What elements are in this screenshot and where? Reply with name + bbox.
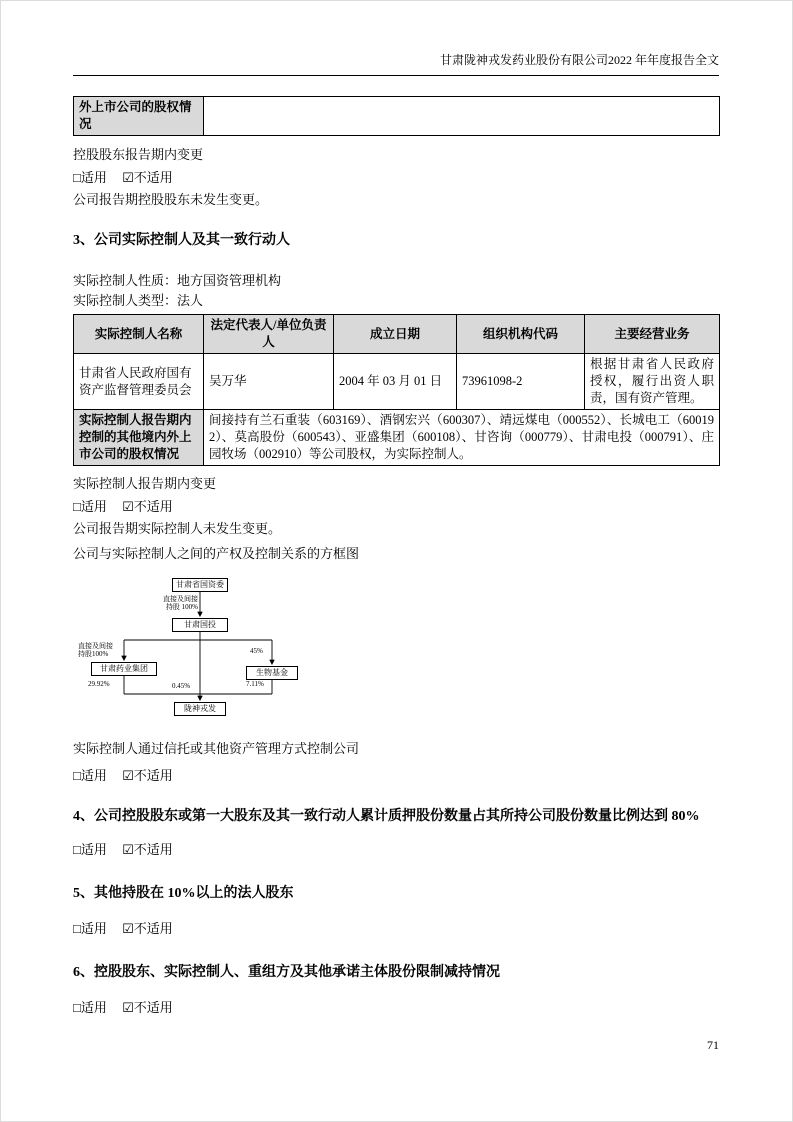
apply-checkbox: □适用 xyxy=(73,768,107,783)
continued-equity-table xyxy=(73,96,720,136)
section4-heading: 4、公司控股股东或第一大股东及其一致行动人累计质押股份数量占其所持公司股份数量比例达到 80% xyxy=(73,809,700,824)
table-row xyxy=(74,97,720,136)
header-cell-main-business: 主要经营业务 xyxy=(585,315,720,354)
applicability-line xyxy=(73,767,719,784)
report-title: 甘肃陇神戎发药业股份有限公司2022 年年度报告全文 xyxy=(439,53,719,67)
diagram-label-left-link xyxy=(78,642,122,658)
diagram-label-right-link: 45% xyxy=(250,647,263,655)
diagram-label-left-link-line1: 直接及间接 xyxy=(78,642,113,650)
controlling-shareholder-change-title: 控股股东报告期内变更 xyxy=(73,147,204,162)
diagram-box-gansu-guotou: 甘肃国投 xyxy=(172,618,228,632)
not-apply-checkbox: ☑不适用 xyxy=(122,1000,173,1015)
controller-type-line: 实际控制人类型：法人 xyxy=(73,293,204,308)
header-cell-org-code: 组织机构代码 xyxy=(457,315,585,354)
diagram-label-left-link-line2: 持股100% xyxy=(78,650,109,658)
cell-main-business: 根据甘肃省人民政府授权，履行出资人职责，国有资产管理。 xyxy=(585,354,720,410)
section3-heading: 3、公司实际控制人及其一致行动人 xyxy=(73,233,290,248)
cell-controller-name: 甘肃省人民政府国有资产监督管理委员会 xyxy=(74,354,204,410)
ownership-structure-diagram xyxy=(76,576,316,728)
page-number: 71 xyxy=(707,1038,719,1052)
diagram-box-pharma-group: 甘肃药业集团 xyxy=(91,662,157,676)
not-apply-checkbox: ☑不适用 xyxy=(122,499,173,514)
diagram-box-longshen-rongfa: 陇神戎发 xyxy=(174,702,226,716)
section6-heading: 6、控股股东、实际控制人、重组方及其他承诺主体股份限制减持情况 xyxy=(73,965,500,980)
controller-nature-line: 实际控制人性质：地方国资管理机构 xyxy=(73,273,282,288)
applicability-line xyxy=(73,498,719,515)
applicability-line xyxy=(73,920,719,937)
cell-other-listed-label: 实际控制人报告期内控制的其他境内外上市公司的股权情况 xyxy=(74,410,204,466)
actual-controller-table xyxy=(73,314,720,466)
cell-legal-rep: 吴万华 xyxy=(204,354,334,410)
diagram-label-left-pct: 29.92% xyxy=(88,680,110,688)
diagram-box-gansu-sasac: 甘肃省国资委 xyxy=(172,578,228,592)
controller-change-title: 实际控制人报告期内变更 xyxy=(73,476,217,491)
diagram-label-top-link-line1: 直接及间接 xyxy=(163,595,198,603)
cell-established: 2004 年 03 月 01 日 xyxy=(334,354,457,410)
applicability-line xyxy=(73,841,719,858)
fragment-label-cell: 外上市公司的股权情况 xyxy=(74,97,204,136)
diagram-label-top-link-line2: 持股 100% xyxy=(165,603,198,611)
controller-change-note: 公司报告期实际控制人未发生变更。 xyxy=(73,521,282,536)
table-row xyxy=(74,410,720,466)
not-apply-checkbox: ☑不适用 xyxy=(122,170,173,185)
diagram-label-top-link xyxy=(158,595,198,611)
header-cell-established: 成立日期 xyxy=(334,315,457,354)
header-cell-legal-rep: 法定代表人/单位负责人 xyxy=(204,315,334,354)
not-apply-checkbox: ☑不适用 xyxy=(122,842,173,857)
trust-control-title: 实际控制人通过信托或其他资产管理方式控制公司 xyxy=(73,741,360,756)
table-row xyxy=(74,354,720,410)
table-header-row xyxy=(74,315,720,354)
applicability-line xyxy=(73,999,719,1016)
apply-checkbox: □适用 xyxy=(73,170,107,185)
report-header xyxy=(73,53,719,76)
cell-org-code: 73961098-2 xyxy=(457,354,585,410)
diagram-label-mid-pct: 0.45% xyxy=(172,682,191,690)
apply-checkbox: □适用 xyxy=(73,499,107,514)
fragment-value-cell xyxy=(204,97,720,136)
applicability-line xyxy=(73,169,719,186)
apply-checkbox: □适用 xyxy=(73,921,107,936)
page-content xyxy=(73,93,719,1016)
section5-heading: 5、其他持股在 10%以上的法人股东 xyxy=(73,886,294,901)
diagram-caption: 公司与实际控制人之间的产权及控制关系的方框图 xyxy=(73,546,360,561)
diagram-box-bio-fund: 生物基金 xyxy=(246,666,298,680)
not-apply-checkbox: ☑不适用 xyxy=(122,921,173,936)
header-cell-controller-name: 实际控制人名称 xyxy=(74,315,204,354)
controlling-shareholder-change-note: 公司报告期控股股东未发生变更。 xyxy=(73,192,269,207)
apply-checkbox: □适用 xyxy=(73,1000,107,1015)
cell-other-listed-value: 间接持有兰石重装（603169）、酒钢宏兴（600307）、靖远煤电（000552）、长城电工（600192）、莫高股份（600543）、亚盛集团（600108）、甘咨询（000779）、甘肃电投（000791）、庄园牧场（002910）等公司股权，为实际控制人。 xyxy=(204,410,720,466)
apply-checkbox: □适用 xyxy=(73,842,107,857)
diagram-label-right-pct: 7.11% xyxy=(246,680,264,688)
not-apply-checkbox: ☑不适用 xyxy=(122,768,173,783)
